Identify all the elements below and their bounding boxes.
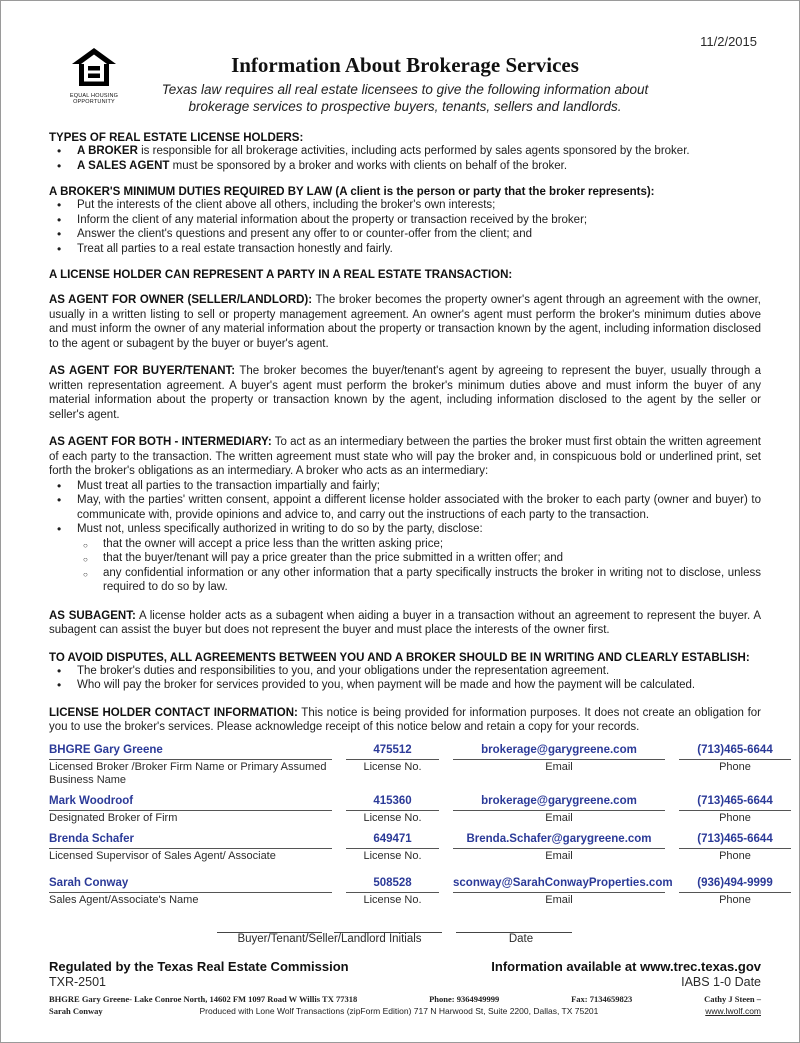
paragraph-lead: AS AGENT FOR BUYER/TENANT: — [49, 365, 236, 377]
bullet-item: • Must not, unless specifically authorized in writing to do so by the party, disclose: — [49, 522, 761, 537]
sales-agent-name-field[interactable]: Sarah Conway — [49, 876, 332, 893]
section-intermediary — [49, 435, 761, 595]
bullet-item: • May, with the parties' written consent, appoint a different license holder associated with the broker to each party (owner and buyer) to communicate with, provide opinions and advice to, and carry out the instructions of each party to the transaction. — [49, 493, 761, 522]
document-footer — [49, 959, 761, 1016]
phone-column-label: Phone — [719, 893, 751, 906]
logo-caption-line2: OPPORTUNITY — [73, 99, 115, 105]
date-label: Date — [508, 932, 534, 945]
license-column-label: License No. — [363, 760, 422, 773]
phone-column-label: Phone — [719, 849, 751, 862]
bullet-item: • Must treat all parties to the transaction impartially and fairly; — [49, 479, 761, 494]
broker-firm-email-field[interactable]: brokerage@garygreene.com — [453, 743, 665, 760]
broker-firm-name-field[interactable]: BHGRE Gary Greene — [49, 743, 332, 760]
section-heading: TO AVOID DISPUTES, ALL AGREEMENTS BETWEEN YOU AND A BROKER SHOULD BE IN WRITING AND CLEARLY ESTABLISH: — [49, 651, 750, 664]
contact-table — [49, 743, 773, 907]
paragraph-contact-information — [49, 706, 761, 735]
table-row-broker-firm — [49, 743, 773, 787]
paragraph-subagent — [49, 609, 761, 638]
section-license-holder-types — [49, 132, 761, 173]
paragraph-agent-for-owner — [49, 293, 761, 351]
sales-agent-role-label: Sales Agent/Associate's Name — [49, 893, 199, 906]
designated-broker-phone-field[interactable]: (713)465-6644 — [679, 794, 791, 811]
paragraph-text: To act as an intermediary between the parties the broker must first obtain the written agreement of each party to the transaction. The written agreement must state who will pay the broker and, in conspicuous bold or underlined print, set forth the broker's obligations as an intermediary. A broker who acts as an intermediary: — [49, 436, 761, 477]
designated-broker-role-label: Designated Broker of Firm — [49, 811, 178, 824]
paragraph-agent-for-buyer — [49, 364, 761, 422]
bullet-item: • Who will pay the broker for services provided to you, when payment will be made and how the payment will be calculated. — [49, 678, 761, 693]
designated-broker-name-field[interactable]: Mark Woodroof — [49, 794, 332, 811]
bullet-lead: A SALES AGENT — [77, 159, 170, 172]
table-row-designated-broker — [49, 794, 773, 825]
supervisor-name-field[interactable]: Brenda Schafer — [49, 832, 332, 849]
initials-line-2[interactable] — [334, 919, 442, 933]
office-address: BHGRE Gary Greene- Lake Conroe North, 14602 FM 1097 Road W Willis TX 77318 — [49, 993, 358, 1004]
email-column-label: Email — [545, 893, 573, 906]
sub-bullet-item: ○ that the owner will accept a price less than the written asking price; — [77, 537, 761, 552]
paragraph-text: The broker becomes the buyer/tenant's agent by agreeing to represent the buyer, usually through a written representation agreement. A buyer's agent must perform the broker's minimum duties above and must inform the buyer of any material information about the property or transaction known by the agent, including information disclosed to the agent by the seller or seller's agent. — [49, 365, 761, 421]
form-number: TXR-2501 — [49, 974, 106, 989]
license-column-label: License No. — [363, 811, 422, 824]
supervisor-phone-field[interactable]: (713)465-6644 — [679, 832, 791, 849]
produced-with-text: Produced with Lone Wolf Transactions (zipForm Edition) 717 N Harwood St, Suite 2200, Dallas, TX 75201 — [199, 1005, 599, 1016]
email-column-label: Email — [545, 760, 573, 773]
paragraph-text: The broker becomes the property owner's agent through an agreement with the owner, usually in a written listing to sell or property management agreement. An owner's agent must perform the broker's minimum duties above and must inform the owner of any material information about the property or transaction known by the agent, including information disclosed to the agent or subagent by the buyer or buyer's agent. — [49, 294, 761, 350]
section-minimum-duties — [49, 186, 761, 256]
paragraph-intermediary — [49, 435, 761, 479]
document-date: 11/2/2015 — [700, 34, 757, 49]
bullet-item: • Put the interests of the client above all others, including the broker's own interests; — [49, 198, 761, 213]
table-row-sales-agent — [49, 876, 773, 907]
bullet-lead: A BROKER — [77, 145, 138, 157]
info-available-link[interactable]: Information available at www.trec.texas.gov — [491, 958, 761, 974]
bullet-item: • Answer the client's questions and present any offer to or counter-offer from the client; and — [49, 227, 761, 242]
paragraph-text: A license holder acts as a subagent when aiding a buyer in a transaction without an agreement to represent the buyer. A subagent can assist the buyer but does not represent the buyer and must place the interests of the owner first. — [49, 609, 762, 636]
paragraph-lead: LICENSE HOLDER CONTACT INFORMATION: — [49, 706, 298, 719]
sales-agent-email-field[interactable]: sconway@SarahConwayProperties.com — [453, 876, 665, 893]
supervisor-email-field[interactable]: Brenda.Schafer@garygreene.com — [453, 832, 665, 849]
lwolf-link[interactable]: www.lwolf.com — [705, 1005, 761, 1016]
equal-housing-logo — [59, 47, 129, 105]
bullet-item: • The broker's duties and responsibilities to you, and your obligations under the representation agreement. — [49, 664, 761, 679]
signature-block — [217, 919, 761, 945]
page-subtitle — [49, 82, 761, 115]
table-row-supervisor — [49, 832, 773, 863]
document-header — [49, 53, 761, 115]
supervisor-role-label: Licensed Supervisor of Sales Agent/ Associate — [49, 849, 276, 862]
footer-agent-name: Sarah Conway — [49, 1005, 103, 1016]
bullet-item — [49, 144, 761, 159]
broker-firm-role-label: Licensed Broker /Broker Firm Name or Primary Assumed Business Name — [49, 760, 327, 786]
broker-firm-phone-field[interactable]: (713)465-6644 — [679, 743, 791, 760]
sales-agent-license-field[interactable]: 508528 — [346, 876, 439, 893]
subtitle-line1: Texas law requires all real estate licensees to give the following information about — [161, 82, 649, 97]
broker-firm-license-field[interactable]: 475512 — [346, 743, 439, 760]
sales-agent-phone-field[interactable]: (936)494-9999 — [679, 876, 791, 893]
license-column-label: License No. — [363, 893, 422, 906]
license-column-label: License No. — [363, 849, 422, 862]
designated-broker-license-field[interactable]: 415360 — [346, 794, 439, 811]
date-line[interactable] — [456, 919, 572, 933]
bullet-item: • Inform the client of any material information about the property or transaction received by the broker; — [49, 213, 761, 228]
prepared-by: Cathy J Steen – — [704, 993, 761, 1004]
email-column-label: Email — [545, 811, 573, 824]
logo-caption-line1: EQUAL HOUSING — [69, 93, 119, 99]
section-heading: TYPES OF REAL ESTATE LICENSE HOLDERS: — [49, 132, 304, 144]
supervisor-license-field[interactable]: 649471 — [346, 832, 439, 849]
form-version: IABS 1-0 Date — [681, 974, 761, 989]
subtitle-line2: brokerage services to prospective buyers, tenants, sellers and landlords. — [188, 98, 622, 114]
sub-bullet-item: ○ any confidential information or any other information that a party specifically instructs the broker in writing not to disclose, unless required to do so by law. — [77, 566, 761, 595]
section-heading: A BROKER'S MINIMUM DUTIES REQUIRED BY LAW (A client is the person or party that the broker represents): — [49, 186, 655, 198]
equal-housing-house-icon — [71, 74, 117, 91]
initials-line-1[interactable] — [217, 919, 322, 933]
page-title: Information About Brokerage Services — [231, 53, 579, 77]
paragraph-lead: AS SUBAGENT: — [49, 609, 136, 622]
paragraph-text: This notice is being provided for information purposes. It does not create an obligation for you to use the broker's services. Please acknowledge receipt of this notice below and retain a copy for your records. — [49, 706, 761, 733]
bullet-item — [49, 159, 761, 174]
bullet-item: • Treat all parties to a real estate transaction honestly and fairly. — [49, 242, 761, 257]
initials-label: Buyer/Tenant/Seller/Landlord Initials — [237, 932, 422, 945]
regulated-by-text: Regulated by the Texas Real Estate Commission — [49, 958, 349, 974]
section-heading: A LICENSE HOLDER CAN REPRESENT A PARTY IN A REAL ESTATE TRANSACTION: — [49, 269, 513, 281]
phone-column-label: Phone — [719, 811, 751, 824]
email-column-label: Email — [545, 849, 573, 862]
office-fax: Fax: 7134659823 — [571, 993, 633, 1004]
bullet-text: must be sponsored by a broker and works with clients on behalf of the broker. — [172, 159, 568, 172]
sub-bullet-item: ○ that the buyer/tenant will pay a price greater than the price submitted in a written offer; and — [77, 551, 761, 566]
paragraph-lead: AS AGENT FOR OWNER (SELLER/LANDLORD): — [49, 294, 313, 306]
phone-column-label: Phone — [719, 760, 751, 773]
bullet-text: is responsible for all brokerage activities, including acts performed by sales agents sponsored by the broker. — [141, 145, 690, 157]
office-phone: Phone: 9364949999 — [429, 993, 500, 1004]
section-avoid-disputes — [49, 652, 761, 693]
paragraph-lead: AS AGENT FOR BOTH - INTERMEDIARY: — [49, 436, 272, 448]
designated-broker-email-field[interactable]: brokerage@garygreene.com — [453, 794, 665, 811]
section-represent-party — [49, 269, 761, 281]
